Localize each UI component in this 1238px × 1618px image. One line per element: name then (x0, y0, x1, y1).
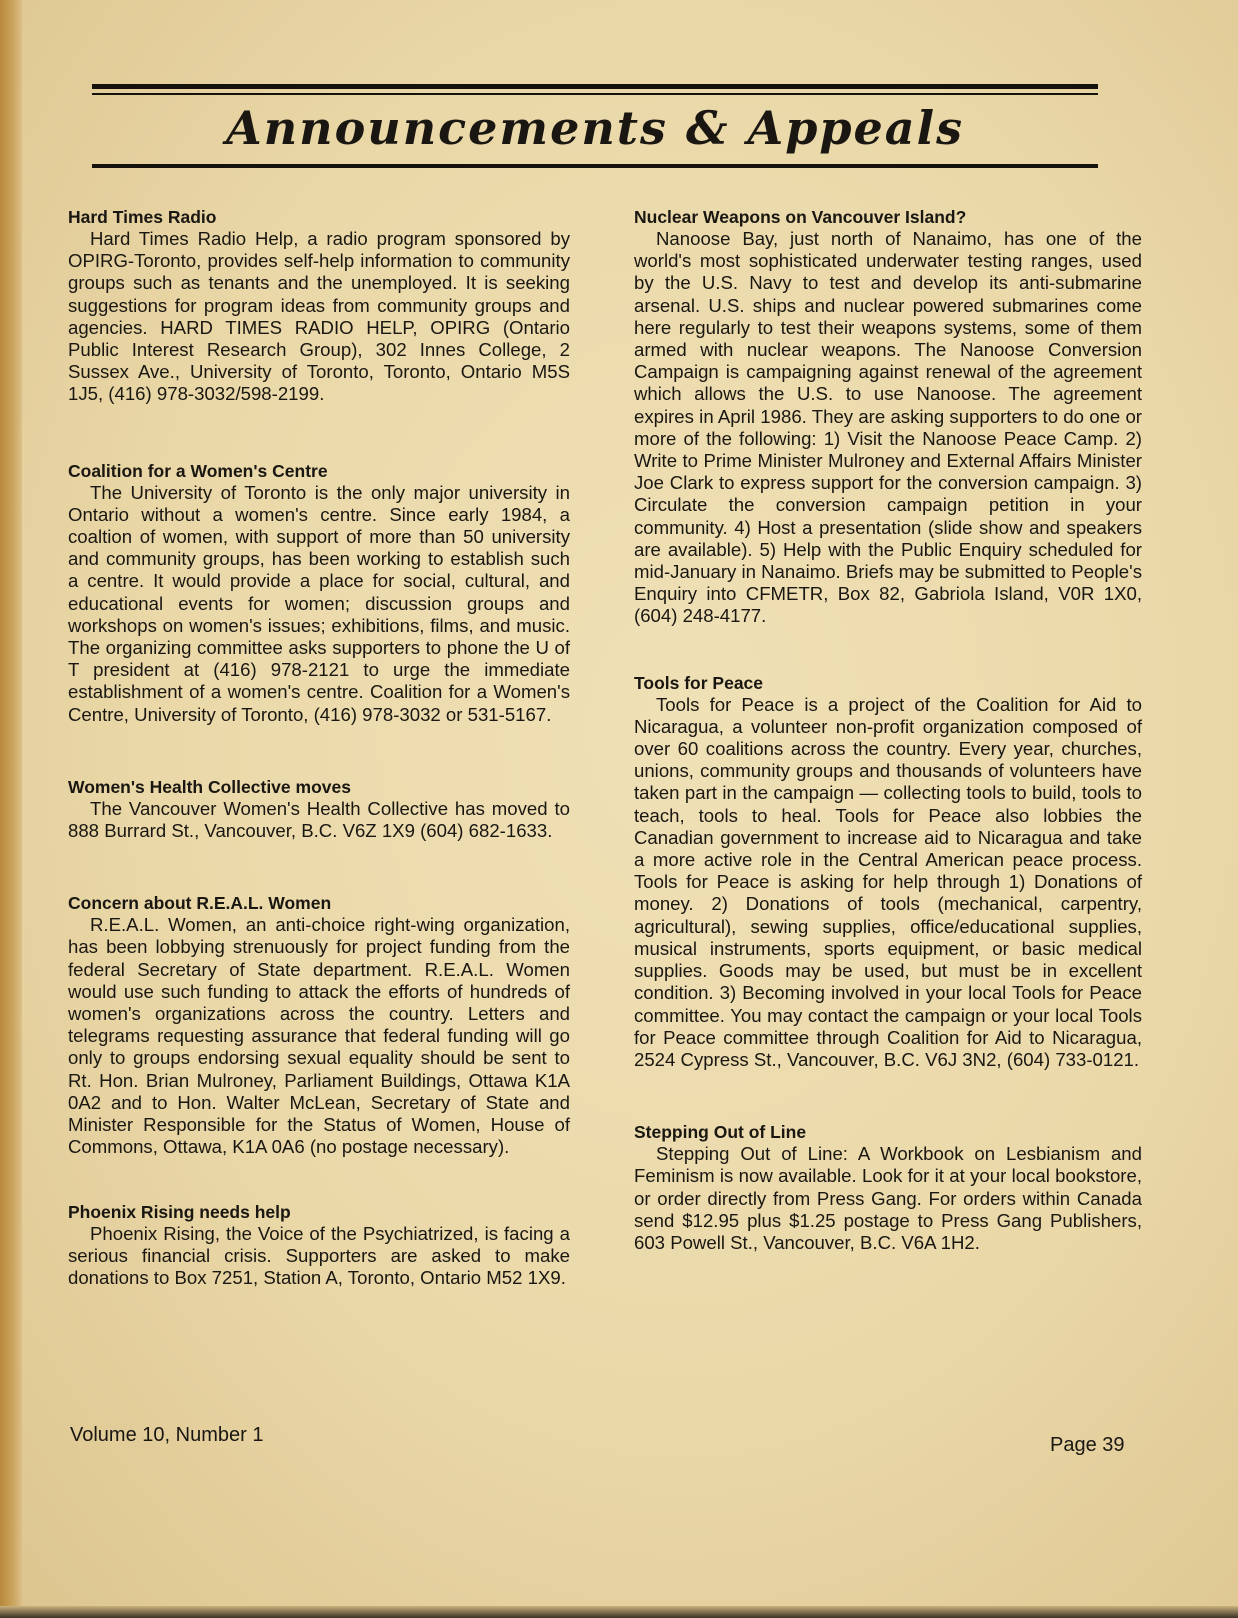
article-body: R.E.A.L. Women, an anti-choice right-wing organization, has been lobbying strenuously for project funding from the federal Secretary of State department. R.E.A.L. Women would use such funding to attack the efforts of hundreds of women's organizations across the country. Letters and telegrams requesting assurance that federal funding will go only to groups endorsing sexual equality should be sent to Rt. Hon. Brian Mulroney, Parliament Buildings, Ottawa K1A 0A2 and to Hon. Walter McLean, Secretary of State and Minister Responsible for the Status of Women, House of Commons, Ottawa, K1A 0A6 (no postage necessary). (68, 914, 570, 1158)
article-heading: Nuclear Weapons on Vancouver Island? (634, 207, 967, 227)
article-hard-times-radio (68, 206, 570, 406)
article-womens-health-collective (68, 776, 570, 842)
section-title: Announcements & Appeals (226, 101, 964, 155)
article-real-women (68, 892, 570, 1158)
page-bottom-edge (0, 1606, 1238, 1618)
article-body: The Vancouver Women's Health Collective has moved to 888 Burrard St., Vancouver, B.C. V6Z 1X9 (604) 682-1633. (68, 797, 570, 842)
right-column (634, 206, 1142, 1254)
article-body: The University of Toronto is the only major university in Ontario without a women's centre. Since early 1984, a coaltion of women, with support of more than 50 university and community groups, has been working to establish such a centre. It would provide a place for social, cultural, and educational events for women; discussion groups and workshops on women's issues; exhibitions, films, and music. The organizing committee asks supporters to phone the U of T president at (416) 978-2121 to urge the immediate establishment of a women's centre. Coalition for a Women's Centre, University of Toronto, (416) 978-3032 or 531-5167. (68, 481, 570, 725)
article-tools-for-peace (634, 672, 1142, 1071)
article-body: Phoenix Rising, the Voice of the Psychiatrized, is facing a serious financial crisis. Supporters are asked to make donations to Box 7251, Station A, Toronto, Ontario M52 1X9. (68, 1222, 570, 1288)
article-body: Nanoose Bay, just north of Nanaimo, has one of the world's most sophisticated underwater testing ranges, used by the U.S. Navy to test and develop its anti-submarine arsenal. U.S. ships and nuclear powered submarines come here regularly to test their weapons systems, some of them armed with nuclear weapons. The Nanoose Conversion Campaign is campaigning against renewal of the agreement which allows the U.S. to use Nanoose. The agreement expires in April 1986. They are asking supporters to do one or more of the following: 1) Visit the Nanoose Peace Camp. 2) Write to Prime Minister Mulroney and External Affairs Minister Joe Clark to express support for the conversion campaign. 3) Circulate the conversion campaign petition in your community. 4) Host a presentation (slide show and speakers are available). 5) Help with the Public Enquiry scheduled for mid-January in Nanaimo. Briefs may be submitted to People's Enquiry into CFMETR, Box 82, Gabriola Island, V0R 1X0, (604) 248-4177. (634, 228, 1142, 627)
article-heading: Women's Health Collective moves (68, 776, 351, 797)
article-stepping-out-of-line (634, 1121, 1142, 1254)
masthead-bottom-rule (92, 164, 1098, 168)
article-body: Stepping Out of Line: A Workbook on Lesbianism and Feminism is now available. Look for it at your local bookstore, or order directly from Press Gang. For orders within Canada send $12.95 plus $1.25 postage to Press Gang Publishers, 603 Powell St., Vancouver, B.C. V6A 1H2. (634, 1143, 1142, 1253)
article-coalition-womens-centre (68, 460, 570, 726)
article-body: Tools for Peace is a project of the Coalition for Aid to Nicaragua, a volunteer non-profit organization composed of over 60 coalitions across the country. Every year, churches, unions, community groups and thousands of volunteers have taken part in the campaign — collecting tools to build, tools to teach, tools to heal. Tools for Peace also lobbies the Canadian government to increase aid to Nicaragua and take a more active role in the Central American peace process. Tools for Peace is asking for help through 1) Donations of money. 2) Donations of tools (mechanical, carpentry, agricultural), sewing supplies, office/educational supplies, musical instruments, sports equipment, or basic medical supplies. Goods may be used, but must be in excellent condition. 3) Becoming involved in your local Tools for Peace committee. You may contact the campaign or your local Tools for Peace committee through Coalition for Aid to Nicaragua, 2524 Cypress St., Vancouver, B.C. V6J 3N2, (604) 733-0121. (634, 693, 1142, 1070)
article-heading: Phoenix Rising needs help (68, 1201, 291, 1222)
article-heading: Concern about R.E.A.L. Women (68, 893, 332, 914)
article-phoenix-rising (68, 1201, 570, 1290)
article-heading: Tools for Peace (634, 672, 764, 693)
article-heading: Coalition for a Women's Centre (68, 460, 328, 481)
article-heading: Hard Times Radio (68, 207, 217, 227)
masthead-top-thin-rule (92, 93, 1098, 95)
page-number: Page 39 (1050, 1434, 1125, 1456)
volume-number: Volume 10, Number 1 (70, 1424, 264, 1446)
article-heading: Stepping Out of Line (634, 1122, 807, 1143)
binding-edge (0, 0, 22, 1618)
article-body: Hard Times Radio Help, a radio program sponsored by OPIRG-Toronto, provides self-help information to community groups such as tenants and the unemployed. It is seeking suggestions for program ideas from community groups and agencies. HARD TIMES RADIO HELP, OPIRG (Ontario Public Interest Research Group), 302 Innes College, 2 Sussex Ave., University of Toronto, Toronto, Ontario M5S 1J5, (416) 978-3032/598-2199. (68, 228, 570, 405)
masthead-top-rule (92, 84, 1098, 89)
left-column (68, 206, 570, 1289)
article-nuclear-weapons (634, 206, 1142, 628)
